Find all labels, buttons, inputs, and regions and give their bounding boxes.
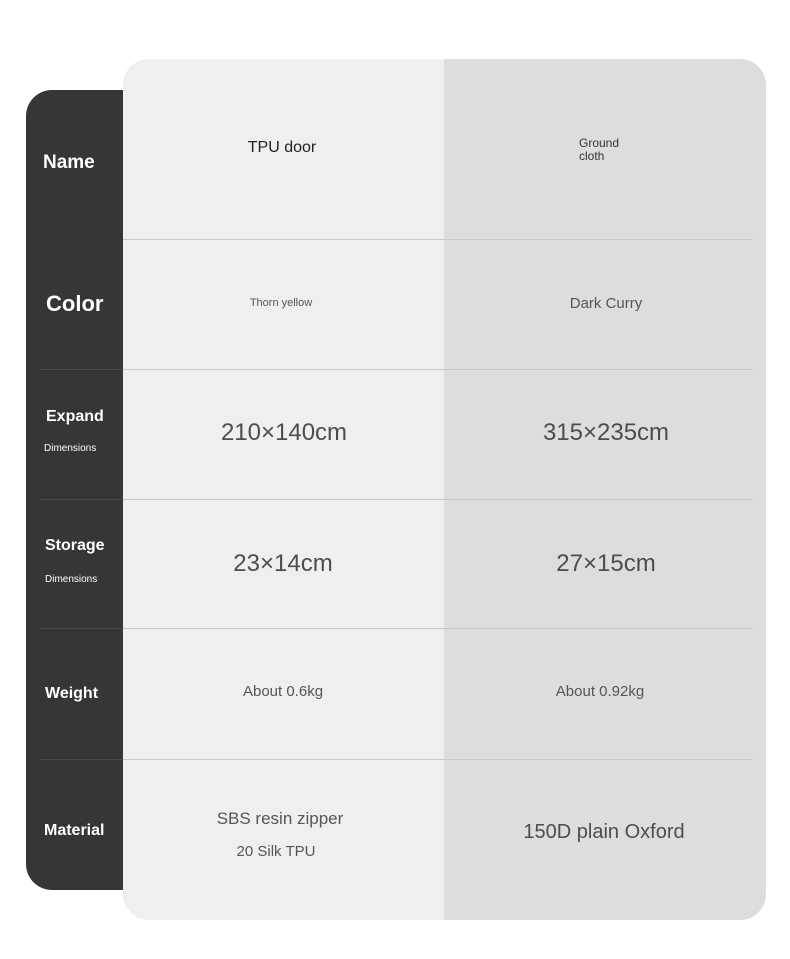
row-label-weight: Weight	[45, 685, 99, 702]
row-label-expand-sub: Dimensions	[44, 443, 97, 454]
value-ground-cloth-expand: 315×235cm	[542, 419, 670, 446]
column-tpu-door	[123, 59, 444, 920]
row-divider	[40, 759, 753, 760]
value-tpu-door-expand: 210×140cm	[220, 419, 348, 446]
row-divider	[40, 628, 123, 629]
value-ground-cloth-color: Dark Curry	[569, 295, 643, 312]
value-tpu-door-material: SBS resin zipper	[216, 809, 344, 828]
value-ground-cloth-storage: 27×15cm	[556, 550, 656, 577]
value-tpu-door-storage: 23×14cm	[233, 550, 333, 577]
value-tpu-door-name: TPU door	[247, 139, 317, 156]
row-label-material: Material	[44, 822, 105, 839]
row-divider	[40, 628, 753, 629]
row-divider	[40, 369, 123, 370]
row-label-storage: Storage	[45, 537, 105, 554]
value-ground-cloth-material: 150D plain Oxford	[523, 821, 685, 843]
row-divider	[123, 239, 753, 240]
row-label-color: Color	[46, 291, 104, 316]
row-divider	[40, 369, 753, 370]
value-ground-cloth-name: Ground cloth	[579, 136, 620, 163]
value-ground-cloth-weight: About 0.92kg	[555, 683, 645, 700]
row-label-name: Name	[43, 152, 95, 173]
value-tpu-door-color: Thorn yellow	[249, 297, 313, 309]
row-label-expand: Expand	[46, 408, 104, 425]
column-ground-cloth	[444, 59, 766, 920]
row-divider	[40, 499, 753, 500]
row-label-storage-sub: Dimensions	[45, 574, 98, 585]
row-divider	[40, 499, 123, 500]
row-divider	[40, 759, 123, 760]
row-label-column	[26, 90, 136, 890]
value-tpu-door-material-sub: 20 Silk TPU	[236, 843, 316, 860]
value-tpu-door-weight: About 0.6kg	[242, 683, 324, 700]
values-card	[123, 59, 766, 920]
